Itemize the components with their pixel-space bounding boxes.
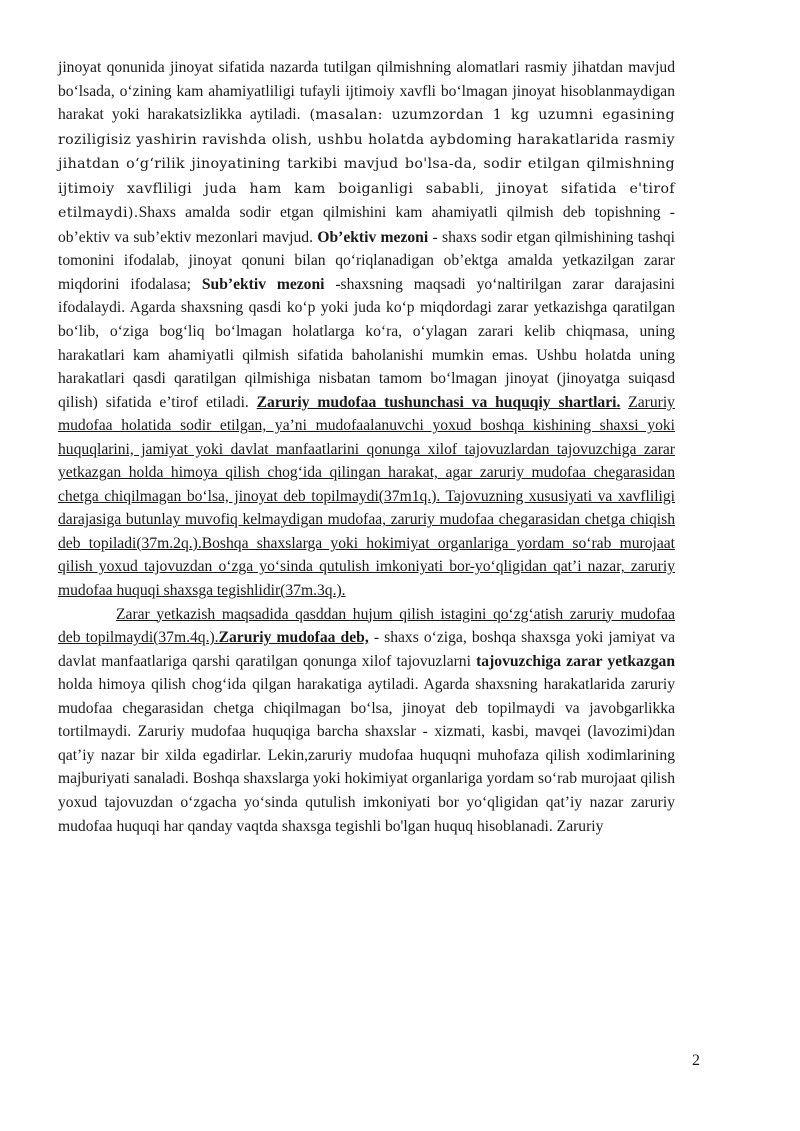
term-objective-criterion: Ob’ektiv mezoni [317, 228, 429, 246]
term-bold: tajovuzchiga zarar yetkazgan [476, 652, 675, 670]
text-run: Shaxs amalda sodir etgan qilmishini kam ahamiyatli qilmish deb topishning - ob’ektiv va sub’ektiv mezonlari mavjud. [58, 204, 675, 246]
text-run: jinoyat qonunida jinoyat sifatida nazarda tutilgan qilmishning alomatlari rasmiy jihatdan mavjud boʻlsada, oʻzining kam ahamiyatliligi tufayli ijtimoiy xavfli boʻlmagan jinoyat hisoblanmaydigan harakat yoki harakatsizlikka aytiladi. [58, 59, 675, 124]
paragraph-1 [58, 56, 675, 603]
text-run: - shaxs sodir etgan qilmishining tashqi tomonini ifodalab, jinoyat qonuni bilan qoʻriqlanadigan ob’ektga amalda yetkazilgan zarar miqdorini ifodalasa; [58, 228, 675, 293]
term-subjective-criterion: Sub’ektiv mezoni [201, 275, 325, 293]
text-run: - shaxs oʻziga, boshqa shaxsga yoki jamiyat va davlat manfaatlariga qarshi qaratilgan qonunga xilof tajovuzlarni [58, 629, 675, 670]
section-heading: Zaruriy mudofaa tushunchasi va huquqiy shartlari. [256, 393, 621, 411]
text-run-example: (masalan: uzumzordan 1 kg uzumni egasining roziligisiz yashirin ravishda olish, ushbu holatda aybdoming harakatlarida rasmiy jihatdan oʻgʻrilik jinoyatining tarkibi mavjud bo'lsa-da, sodir etilgan qilmishning ijtimoiy xavfliligi juda ham kam boiganligi sababli, jinoyat sifatida e'tirof etilmaydi). [58, 107, 675, 222]
body-text [58, 56, 675, 838]
text-run: -shaxsning maqsadi yoʻnaltirilgan zarar darajasini ifodalaydi. Agarda shaxsning qasdi koʻp yoki juda koʻp miqdordagi zarar yetkazishga qaratilgan boʻlib, oʻziga bogʻliq boʻlmagan holatlarga koʻra, oʻylagan zarari kelib chiqmasa, uning harakatlari kam ahamiyatli qilmish sifatida baholanishi mumkin emas. Ushbu holatda uning harakatlari qasdi qaratilgan qilmishiga nisbatan tamom boʻlmagan jinoyat (jinoyatga suiqasd qilish) sifatida e’tirof etiladi. [58, 275, 676, 411]
underlined-text: Zaruriy mudofaa holatida sodir etilgan, ya’ni mudofaalanuvchi yoxud boshqa kishining shaxsi yoki huquqlarini, jamiyat yoki davlat manfaatlarini qonunga xilof tajovuzlardan tajovuzchiga zarar yetkazgan holda himoya qilish chogʻida qilingan harakat, agar zaruriy mudofaa chegarasidan chetga chiqilmagan boʻlsa, jinoyat deb topilmaydi(37m1q.). Tajovuzning xususiyati va xavfliligi darajasiga butunlay muvofiq kelmaydigan mudofaa, zaruriy mudofaa chegarasidan chetga chiqish deb topiladi(37m.2q.).Boshqa shaxslarga yoki hokimiyat organlariga yordam soʻrab murojaat qilish yoxud tajovuzdan oʻzga yoʻsinda qutulish imkoniyati bor-yoʻqligidan qat’i nazar, zaruriy mudofaa huquqi shaxsga tegishlidir(37m.3q.). [58, 393, 675, 600]
underlined-text: Zarar yetkazish maqsadida qasddan hujum qilish istagini qoʻzgʻatish zaruriy mudofaa deb topilmaydi(37m.4q.). [58, 605, 675, 647]
paragraph-2 [58, 603, 675, 838]
term-definition: Zaruriy mudofaa deb, [218, 629, 369, 647]
text-run: holda himoya qilish chogʻida qilgan harakatiga aytiladi. Agarda shaxsning harakatlarida zaruriy mudofaa chegarasidan chetga chiqilmagan boʻlsa, jinoyat deb topilmaydi va javobgarlikka tortilmaydi. Zaruriy mudofaa huquqiga barcha shaxslar - xizmati, kasbi, mavqei (lavozimi)dan qat’iy nazar bir xilda egadirlar. Lekin,zaruriy mudofaa huquqni muhofaza qilish xodimlarining majburiyati sanaladi. Boshqa shaxslarga yoki hokimiyat organlariga yordam soʻrab murojaat qilish yoxud tajovuzdan oʻzgacha yoʻsinda qutulish imkoniyati bor yoʻqligidan qat’iy nazar zaruriy mudofaa huquqi har qanday vaqtda shaxsga tegishli bo'lgan huquq hisoblanadi. Zaruriy [58, 676, 675, 835]
page-number: 2 [692, 1052, 700, 1069]
